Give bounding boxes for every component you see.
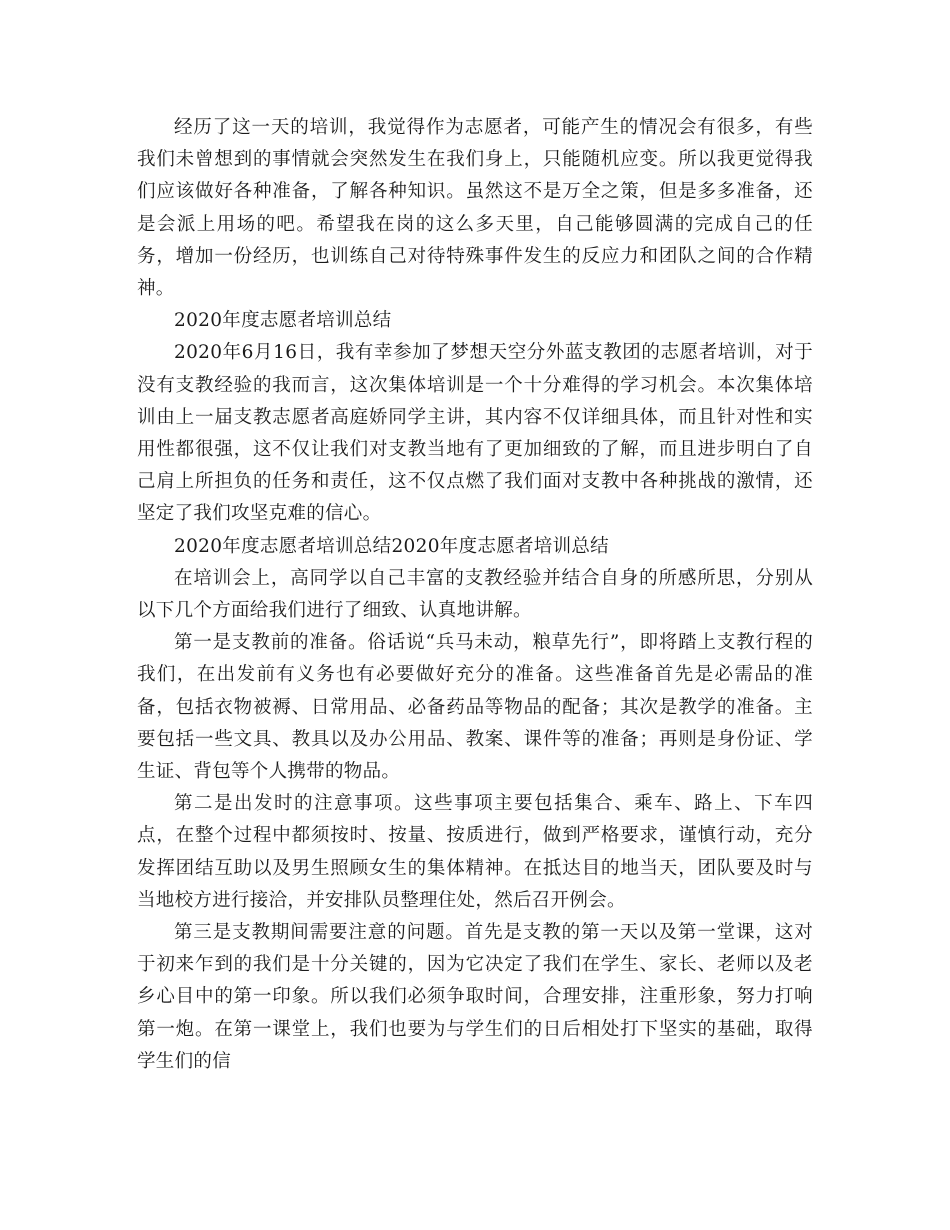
paragraph-point-one: 第一是支教前的准备。俗话说“兵马未动，粮草先行”，即将踏上支教行程的我们，在出发前有义务也有必要做好充分的准备。这些准备首先是必需品的准备，包括衣物被褥、日常用品、必备药品等物品的配备；其次是教学的准备。主要包括一些文具、教具以及办公用品、教案、课件等的准备；再则是身份证、学生证、背包等个人携带的物品。: [137, 632, 813, 783]
paragraph-training-intro: 2020年6月16日，我有幸参加了梦想天空分外蓝支教团的志愿者培训，对于没有支教经验的我而言，这次集体培训是一个十分难得的学习机会。本次集体培训由上一届支教志愿者高庭娇同学主讲，其内容不仅详细具体，而且针对性和实用性都很强，这不仅让我们对支教当地有了更加细致的了解，而且进步明白了自己肩上所担负的任务和责任，这不仅点燃了我们面对支教中各种挑战的激情，还坚定了我们攻坚克难的信心。: [137, 342, 813, 525]
section-heading-repeated: 2020年度志愿者培训总结2020年度志愿者培训总结: [174, 535, 609, 557]
section-heading: 2020年度志愿者培训总结: [174, 310, 392, 332]
document-body: [137, 112, 813, 1078]
paragraph-point-two: 第二是出发时的注意事项。这些事项主要包括集合、乘车、路上、下车四点，在整个过程中都须按时、按量、按质进行，做到严格要求，谨慎行动，充分发挥团结互助以及男生照顾女生的集体精神。在抵达目的地当天，团队要及时与当地校方进行接洽，并安排队员整理住处，然后召开例会。: [137, 793, 813, 911]
paragraph-lecture-overview: 在培训会上，高同学以自己丰富的支教经验并结合自身的所感所思，分别从以下几个方面给我们进行了细致、认真地讲解。: [137, 567, 813, 622]
paragraph-point-three: 第三是支教期间需要注意的问题。首先是支教的第一天以及第一堂课，这对于初来乍到的我们是十分关键的，因为它决定了我们在学生、家长、老师以及老乡心目中的第一印象。所以我们必须争取时间，合理安排，注重形象，努力打响第一炮。在第一课堂上，我们也要为与学生们的日后相处打下坚实的基础，取得学生们的信: [137, 922, 813, 1072]
paragraph-reflection: 经历了这一天的培训，我觉得作为志愿者，可能产生的情况会有很多，有些我们未曾想到的事情就会突然发生在我们身上，只能随机应变。所以我更觉得我们应该做好各种准备，了解各种知识。虽然这不是万全之策，但是多多准备，还是会派上用场的吧。希望我在岗的这么多天里，自己能够圆满的完成自己的任务，增加一份经历，也训练自己对待特殊事件发生的反应力和团队之间的合作精神。: [137, 117, 813, 300]
